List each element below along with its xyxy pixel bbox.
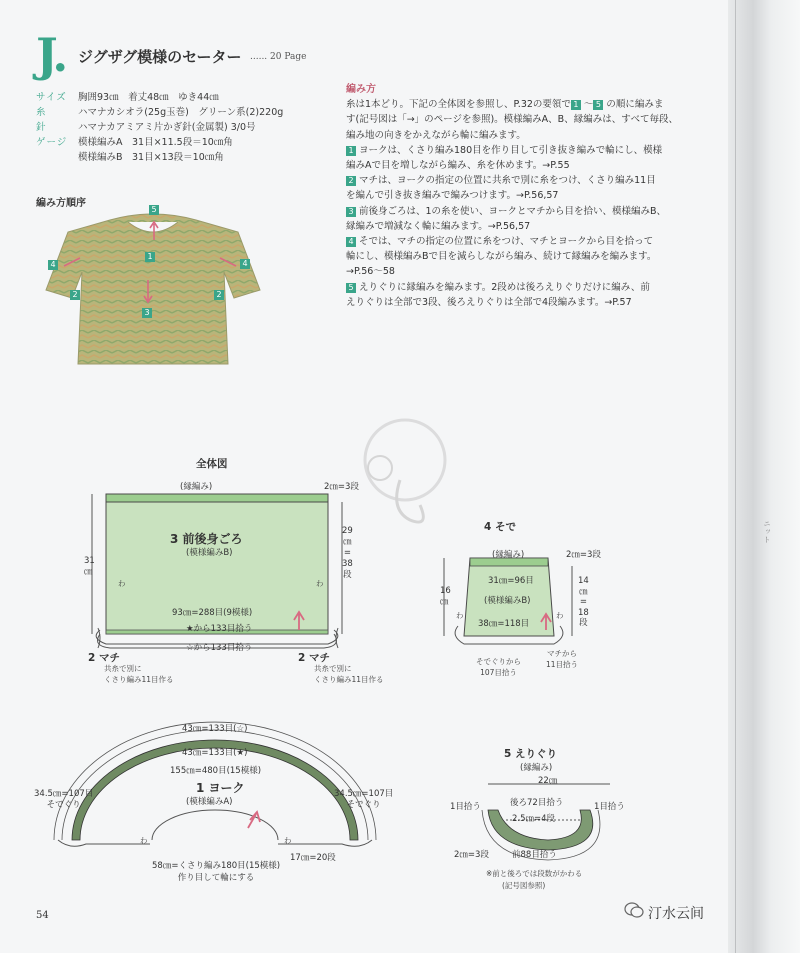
sleeve-pick-note: そでぐりから 107目拾う (476, 657, 521, 677)
sleeve-top-width: 31㎝=96目 (488, 576, 534, 586)
order-marker-2-right: 2 (214, 290, 224, 300)
sleeve-wa-left: わ (456, 611, 464, 620)
yoke-middle: 155㎝=480目(15模様) (170, 766, 262, 776)
order-marker-4-right: 4 (240, 259, 250, 269)
body-edge-right: 2㎝=3段 (324, 482, 359, 492)
gusset-right-note: 共糸で別に くさり編み11目作る (314, 664, 384, 684)
sleeve-bottom-width: 38㎝=118目 (478, 619, 530, 629)
body-edge-label: (縁編み) (180, 482, 213, 492)
pattern-letter: J. (36, 28, 67, 82)
method-step-5: 5 えりぐりに縁編みを編みます。2段めは後ろえりぐりだけに編み、前 (346, 280, 690, 295)
sleeve-height-right: 14 ㎝ = 18 段 (578, 576, 589, 628)
yoke-top-star: 43㎝=133目(★) (182, 748, 248, 758)
yoke-left-armhole: 34.5㎝=107目 そでぐり (34, 789, 94, 810)
method-step-3: 3 前後身ごろは、1の糸を使い、ヨークとマチから目を拾い、模様編みB、 (346, 204, 690, 219)
method-step-1: 1 ヨークは、くさり編み180目を作り目して引き抜き編みで輪にし、模様 (346, 143, 690, 158)
spine-line (735, 0, 736, 953)
page-title: ジグザグ模様のセーター (78, 48, 242, 66)
sleeve-height-left: 16 ㎝ (440, 586, 451, 607)
gutter-text: ニット (763, 520, 771, 544)
yoke-top-circle: 43㎝=133目(☆) (182, 724, 248, 734)
overall-heading: 全体図 (196, 458, 228, 470)
sleeve-wa-right: わ (556, 611, 564, 620)
neck-front-pick: 前88目拾う (512, 850, 557, 860)
gusset-left-note: 共糸で別に くさり編み11目作る (104, 664, 174, 684)
yoke-foundation: 58㎝=くさり編み180目(15模様) 作り目して輪にする (152, 861, 281, 883)
yoke-pattern: (模様編みA) (186, 797, 233, 807)
order-marker-3: 3 (142, 308, 152, 318)
wechat-account: 汀水云间 (648, 906, 704, 922)
wechat-icon (624, 901, 644, 919)
body-height-right: 29 ㎝ = 38 段 (342, 526, 353, 580)
body-wa-left: わ (118, 579, 126, 588)
neck-pattern: (縁編み) (520, 763, 553, 773)
order-heading: 編み方順序 (36, 198, 86, 209)
neck-title: 5 えりぐり (504, 748, 557, 760)
page-gutter (728, 0, 800, 953)
method-step-2: 2 マチは、ヨークの指定の位置に共糸で別に糸をつけ、くさり編み11目 (346, 173, 690, 188)
body-circle-pick: ☆から133目拾う (186, 643, 253, 653)
neck-width: 22㎝ (538, 776, 558, 786)
neck-depth: 2.5㎝=4段 (512, 814, 556, 824)
sleeve-gusset-note: マチから 11目拾う (546, 649, 579, 669)
order-arrows (60, 210, 250, 320)
neck-pick-right: 1目拾う (594, 802, 625, 812)
yoke-title: 1 ヨーク (196, 781, 245, 795)
body-width: 93㎝=288目(9模様) (172, 608, 253, 618)
order-marker-5: 5 (149, 205, 159, 215)
method-heading: 編み方 (346, 84, 376, 95)
sleeve-title: 4 そで (484, 521, 516, 533)
body-pattern: (模様編みB) (186, 548, 233, 558)
order-marker-1: 1 (145, 252, 155, 262)
body-title: 3 前後身ごろ (170, 532, 243, 546)
method-text: 編み方 糸は1本どり。下記の全体図を参照し、P.32の要領で 1 〜 5 の順に編みま す(記号図は「→」のページを参照)。模様編みA、B、縁編みは、すべて毎段、 編み地の向きをかえながら輪に編みます。 1 ヨークは、くさり編み180目を作り目して引き抜き編みで輪にし、模様 編みAで目を増しながら編み、糸を休めます。→P.55 2 マチは、ヨークの指定の位置に共糸で別に糸をつけ、くさり編み11目 を編んで引き抜き編みで編みつけます。→P.56,57 3 前後身ごろは、1の糸を使い、ヨークとマチから目を拾い、模様編みB、 縁編みで増減なく輪に編みます。→P.56,57 4 そでは、マチの指定の位置に糸をつけ、マチとヨークから目を拾って 輪にし、模様編みBで目を減らしながら編み、続けて縁編みを編みます。 →P.56〜58 5 えりぐりに縁編みを編みます。2段めは後ろえりぐりだけに編み、前 えりぐりは全部で3段、後ろえりぐりは全部で4段編みます。→P.57 (346, 82, 690, 310)
yoke-depth: 17㎝=20段 (290, 853, 336, 863)
neck-note: ※前と後ろでは段数がかわる (記号図参照) (486, 869, 583, 890)
yoke-wa-left: わ (140, 836, 148, 845)
neck-front-height: 2㎝=3段 (454, 850, 489, 860)
yoke-wa-right: わ (284, 836, 292, 845)
body-height-left: 31 ㎝ (84, 556, 95, 577)
spec-yarn: 糸 ハマナカシオラ(25g玉巻) グリーン系(2)220g (36, 107, 284, 118)
spec-size: サイズ 胸囲93㎝ 着丈48㎝ ゆき44㎝ (36, 92, 219, 103)
sleeve-edge-right: 2㎝=3段 (566, 550, 601, 560)
sleeve-edge: (縁編み) (492, 550, 525, 560)
gusset-right-title: 2 マチ (298, 652, 330, 664)
gusset-left-title: 2 マチ (88, 652, 120, 664)
spec-list (36, 90, 283, 165)
order-marker-2-left: 2 (70, 290, 80, 300)
spec-needle: 針 ハマナカアミアミ片かぎ針(金属製) 3/0号 (36, 122, 256, 133)
spec-gauge: ゲージ 模様編みA 31目×11.5段＝10㎝角 (36, 137, 233, 148)
method-step-4: 4 そでは、マチの指定の位置に糸をつけ、マチとヨークから目を拾って (346, 234, 690, 249)
order-marker-4-left: 4 (48, 260, 58, 270)
body-wa-right: わ (316, 579, 324, 588)
neck-back-pick: 後ろ72目拾う (510, 798, 564, 808)
neck-pick-left: 1目拾う (450, 802, 481, 812)
yoke-right-armhole: 34.5㎝=107目 そでぐり (334, 789, 394, 810)
sleeve-pattern: (模様編みB) (484, 596, 531, 606)
body-star-pick: ★から133目拾う (186, 624, 253, 634)
page-reference: ...... 20 Page (250, 52, 307, 62)
spec-gauge-b: 模様編みB 31目×13段＝10㎝角 (78, 152, 224, 163)
page-number: 54 (36, 910, 49, 921)
